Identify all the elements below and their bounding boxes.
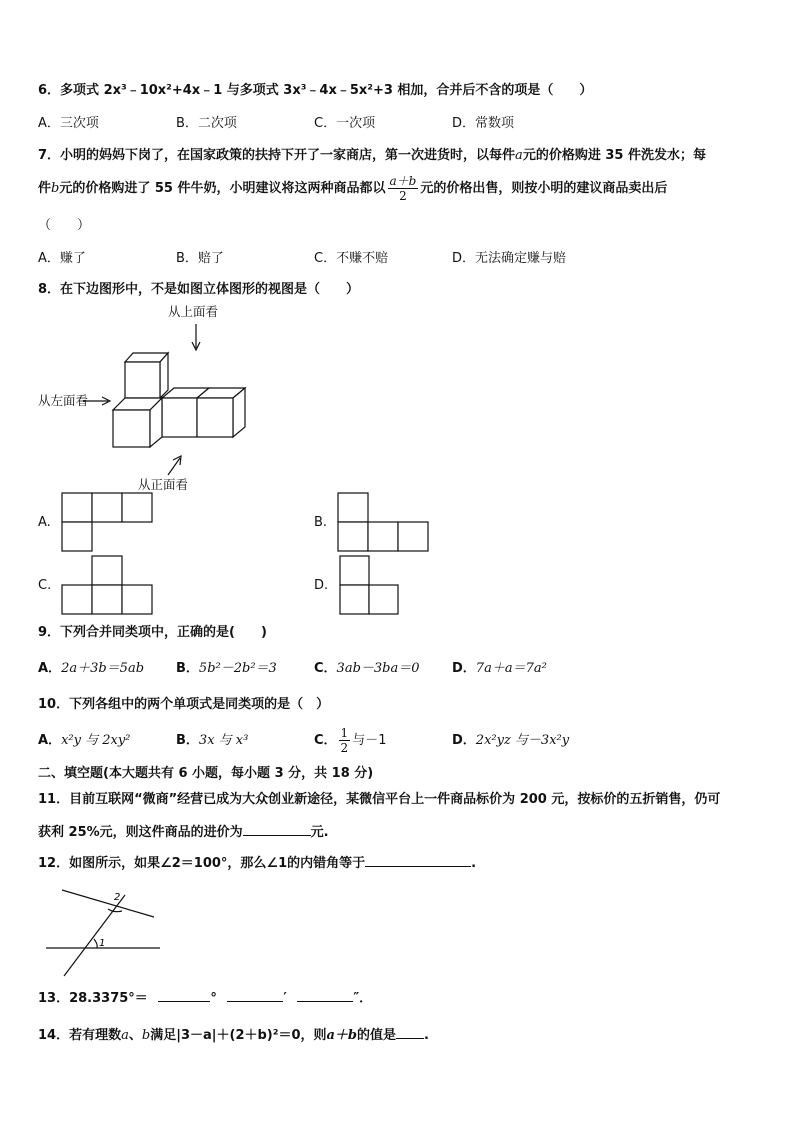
q6-option-c: C．一次项	[314, 116, 376, 131]
q8-label-left: 从左面看	[38, 393, 89, 408]
q10-option-a: A．x²y 与 2xy²	[38, 733, 131, 748]
q12-line-top	[62, 890, 154, 917]
q6-option-a: A．三次项	[38, 116, 99, 131]
q7-var-b: b	[51, 181, 60, 196]
q10-option-c: C． $\frac{1}{2}$ 与－1	[314, 726, 387, 755]
q13-minute-blank[interactable]	[227, 988, 283, 1002]
q8-option-a-label: A.	[38, 515, 51, 530]
q12-stem: 12．如图所示，如果∠2＝100°，那么∠1的内错角等于 .	[38, 853, 476, 873]
q8-option-d-label: D.	[314, 578, 329, 593]
q9-option-d: D．7a＋a＝7a²	[452, 661, 547, 676]
q9-option-b: B．5b²－2b²＝3	[176, 661, 277, 676]
q8-option-c-label: C.	[38, 578, 52, 593]
q10-option-c-fraction: $\frac{1}{2}$	[340, 726, 349, 755]
q9-stem: 9．下列合并同类项中，正确的是( )	[38, 625, 267, 640]
q6-option-d: D．常数项	[452, 116, 515, 131]
q13-second-blank[interactable]	[297, 988, 353, 1002]
q7-option-c: C．不赚不赔	[314, 251, 389, 266]
q11-line1: 11．目前互联网“微商”经营已成为大众创业新途径，某微信平台上一件商品标价为 200 元，按标价的五折销售，仍可	[38, 792, 721, 807]
q10-option-b: B．3x 与 x³	[176, 733, 249, 748]
q12-transversal	[64, 895, 125, 976]
q7-line2: 件b元的价格购进了 55 件牛奶，小明建议将这两种商品都以 $\frac{a+b}{2}$ 元的价格出售，则按小明的建议商品卖出后	[38, 174, 668, 203]
q7-line3: （ ）	[38, 218, 91, 233]
q6-option-b: B．二次项	[176, 116, 237, 131]
q6-stem: 6．多项式 2x³﹣10x²+4x﹣1 与多项式 3x³﹣4x﹣5x²+3 相加，合并后不含的项是（ ）	[38, 83, 593, 98]
q8-stem: 8．在下边图形中，不是如图立体图形的视图是（ ）	[38, 282, 360, 297]
section-2-heading: 二、填空题(本大题共有 6 小题，每小题 3 分，共 18 分)	[38, 766, 374, 781]
q7-var-a: a	[515, 148, 523, 163]
q10-stem: 10．下列各组中的两个单项式是同类项的是（ ）	[38, 697, 330, 712]
q8-label-front: 从正面看	[138, 477, 189, 492]
q9-option-c: C．3ab－3ba＝0	[314, 661, 420, 676]
q7-option-d: D．无法确定赚与赔	[452, 251, 567, 266]
q12-angle-2-label: 2	[114, 892, 121, 903]
q8-option-b-label: B.	[314, 515, 328, 530]
q7-fraction: $\frac{a+b}{2}$	[389, 174, 417, 203]
q8-label-top: 从上面看	[168, 304, 219, 319]
q11-line2: 获利 25%元，则这件商品的进价为 元.	[38, 822, 329, 842]
q13-degree-blank[interactable]	[158, 988, 210, 1002]
q10-option-d: D．2x²yz 与－3x²y	[452, 733, 570, 748]
q12-angle-1-label: 1	[99, 938, 106, 949]
q7-option-a: A．赚了	[38, 251, 86, 266]
q7-line1: 7．小明的妈妈下岗了，在国家政策的扶持下开了一家商店，第一次进货时，以每件a元的价格购进 35 件洗发水；每	[38, 148, 706, 163]
q7-option-b: B．赔了	[176, 251, 224, 266]
q14-line: 14．若有理数a、b满足|3－a|＋(2＋b)²＝0，则a＋b的值是 .	[38, 1025, 429, 1045]
q14-answer-blank[interactable]	[396, 1025, 424, 1039]
q13-line: 13．28.3375°＝ ° ′ ″．	[38, 988, 372, 1008]
q9-option-a: A．2a＋3b＝5ab	[38, 661, 145, 676]
